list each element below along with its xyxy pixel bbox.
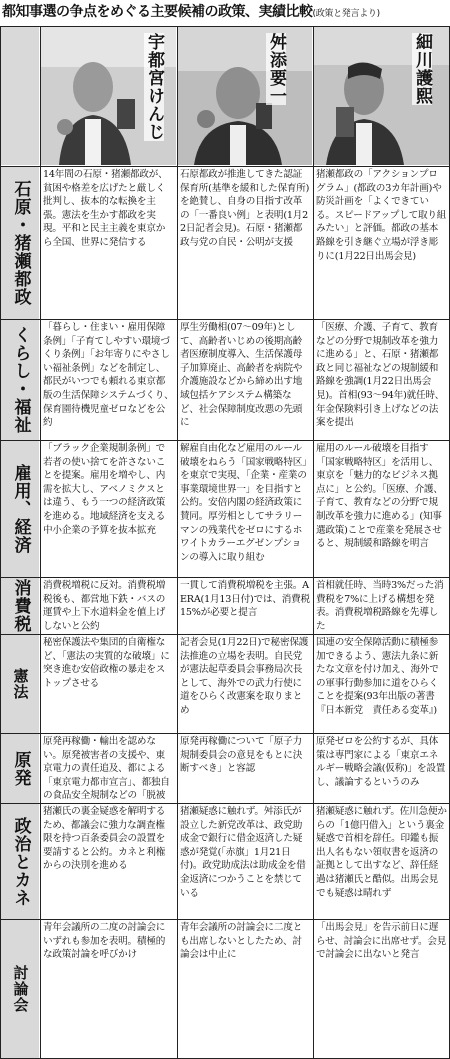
cell-utsunomiya: 原発再稼働・輸出を認めない。原発被害者の支援や、東京電力の責任追及、都による「東京電力都市宣言」、都独自の食品安全規制などの「脱被 [43,736,170,802]
cell-masuzoe: 一貫して消費税増税を主張。AERA(1月13日付)では、消費税15%が必要と提言 [180,580,310,619]
row-label-employment: 雇用、経済 [1,441,39,577]
grid-line [0,577,450,578]
row-label-consumption-tax: 消費税 [1,578,39,634]
row-label-nuclear: 原発 [1,734,39,803]
cell-hosokawa: 猪瀬疑惑に触れず。佐川急便からの「1億円借入」という裏金疑惑で首相を辞任。印鑑も振出人名もない領収書を返済の証拠として出すなど、辞任経過は猪瀬氏と酷似。出馬会見でも疑惑は晴れず [316,806,447,899]
cell-hosokawa: 原発ゼロを公約するが、具体策は専門家による「東京エネルギー戦略会議(仮称)」を設置し、議論するというのみ [316,736,446,788]
cell-utsunomiya: 14年間の石原・猪瀬都政が、貧困や格差を広げたと厳しく批判し、抜本的な転換を主張。憲法を生かす都政を実現。平和と民主主義を東京から全国、世界に発信する [43,169,168,248]
cell-masuzoe: 石原都政が推進してきた認証保育所(基準を緩和した保育所)を絶賛し、自身の目指す改革の「一番良い例」と表明(1月22日記者会見)。石原・猪瀬都政与党の自民・公明が支援 [180,169,310,248]
cell-utsunomiya: 秘密保護法や集団的自衛権など、「憲法の実質的な破壊」に突き進む安倍政権の暴走をストップさせる [43,637,170,689]
candidate-photo-hosokawa [314,27,449,165]
grid-line [40,26,41,1059]
candidate-name-hosokawa: 細川護熙 [412,33,432,105]
cell-utsunomiya: 青年会議所の二度の討論会にいずれも参加を表明。積極的な政策討論を呼びかけ [43,922,166,961]
cell-hosokawa: 猪瀬都政の「アクションプログラム」(都政の3カ年計画)や防災計画を「よくできている。スピードアップして取り組みたい」と評価。都政の基本路線を引き継ぐ立場が浮き彫りに(1月22日出馬会見) [316,169,447,262]
cell-masuzoe: 解雇自由化など雇用のルール破壊をねらう「国家戦略特区」を東京で実現、「企業・産業の事業環境世界一」を目指すと公約。安倍内閣の経済政策に賛同。厚労相としてサラリーマンの残業代をゼロにするホワイトカラーエグゼンプションの導入に取り組む [180,443,307,563]
row-label-constitution: 憲法 [1,635,39,733]
title-text: 都知事選の争点をめぐる主要候補の政策、実績比較 [2,4,313,20]
comparison-table [0,26,450,1059]
grid-line [0,919,450,920]
grid-line [0,440,450,441]
grid-line [0,166,450,167]
cell-utsunomiya: 消費税増税に反対。消費税増税後も、都営地下鉄・バスの運賃や上下水道料金を値上げしないと公約 [43,580,166,632]
grid-line [0,26,1,1059]
cell-utsunomiya: 「ブラック企業規制条例」で若者の使い捨てを許さないことを提案。雇用を増やし、内需を拡大し、アベノミクスとは違う、もう一つの経済政策を進める。地域経済を支える中小企業の予算を抜本拡充 [43,443,166,536]
cell-masuzoe: 青年会議所の討論会に二度とも出席しないとしたため、討論会は中止に [180,922,303,961]
grid-line [313,26,314,1059]
cell-utsunomiya: 「暮らし・住まい・雇用保障条例」「子育てしやすい環境づくり条例」「お年寄りにやさしい福祉条例」などを制定し、都民がいつでも頼れる東京都版の生活保障システムづくり、保育園待機児童ゼロなどを公約 [43,322,174,429]
candidate-photo-masuzoe [178,27,312,165]
candidate-name-masuzoe: 舛添要一 [266,33,286,105]
row-label-ishihara-inose: 石原・猪瀬都政 [1,167,39,319]
grid-line [0,803,450,804]
row-label-debate: 討論会 [1,920,39,1058]
row-label-welfare: くらし・福祉 [1,320,39,440]
portrait-image [178,27,312,165]
grid-line [0,319,450,320]
grid-line [0,26,450,27]
grid-line [0,634,450,635]
header-corner [1,27,39,165]
cell-hosokawa: 国連の安全保障活動に積極参加できるよう、憲法九条に新たな文章を付け加え、海外での軍事行動参加に道をひらくことを提案(93年出版の著書『日本新党 責任ある変革』) [316,637,439,716]
row-label-money-politics: 政治とカネ [1,804,39,919]
grid-line [0,733,450,734]
candidate-name-utsunomiya: 宇都宮けんじ [144,33,164,141]
title-subtitle: (政策と発言より) [312,9,380,19]
grid-line [177,26,178,1059]
cell-masuzoe: 厚生労働相(07〜09年)として、高齢者いじめの後期高齢者医療制度導入、生活保護母子加算廃止、高齢者を病院や介護施設などから締め出す地域包括ケアシステム構築など、社会保障制度改悪の先頭に [180,322,303,429]
cell-masuzoe: 猪瀬疑惑に触れず。舛添氏が設立した新党改革は、政党助成金で銀行に借金返済した疑惑が発覚(「赤旗」1月21日付)。政党助成法は助成金を借金返済につかうことを禁じている [180,806,306,899]
cell-hosokawa: 「出馬会見」を告示前日に遅らせ、討論会に出席せず。会見で討論会に出ないと発言 [316,922,447,961]
cell-hosokawa: 「医療、介護、子育て、教育などの分野で規制改革を強力に進める」と、石原・猪瀬都政と同じ福祉などの規制緩和路線を強調(1月22日出馬会見)。首相(93〜94年)就任時、年金保険料引き上げなどの法案を提出 [316,322,445,429]
cell-masuzoe: 記者会見(1月22日)で秘密保護法推進の立場を表明。自民党が憲法起草委員会事務局次長として、海外での武力行使に道をひらく改憲案を取りまとめ [180,637,309,716]
candidate-photo-utsunomiya [41,27,176,165]
cell-masuzoe: 原発再稼働について「原子力規制委員会の意見をもとに決断すべき」と容認 [180,736,303,775]
cell-utsunomiya: 猪瀬氏の裏金疑惑を解明するため、都議会に強力な調査権限を持つ百条委員会の設置を要請すると公約。カネと利権からの決別を進める [43,806,166,872]
cell-hosokawa: 首相就任時、当時3%だった消費税を7%に上げる構想を発表。消費税増税路線を先導した [316,580,444,632]
cell-hosokawa: 雇用のルール破壊を目指す「国家戦略特区」を活用し、東京を「魅力的なビジネス拠点に」と公約。「医療、介護、子育て、教育などの分野で規制改革を強力に進める」(知事選政策)ことで産業を発展させると、規制緩和路線を明言 [316,443,443,550]
page-title [2,0,448,24]
